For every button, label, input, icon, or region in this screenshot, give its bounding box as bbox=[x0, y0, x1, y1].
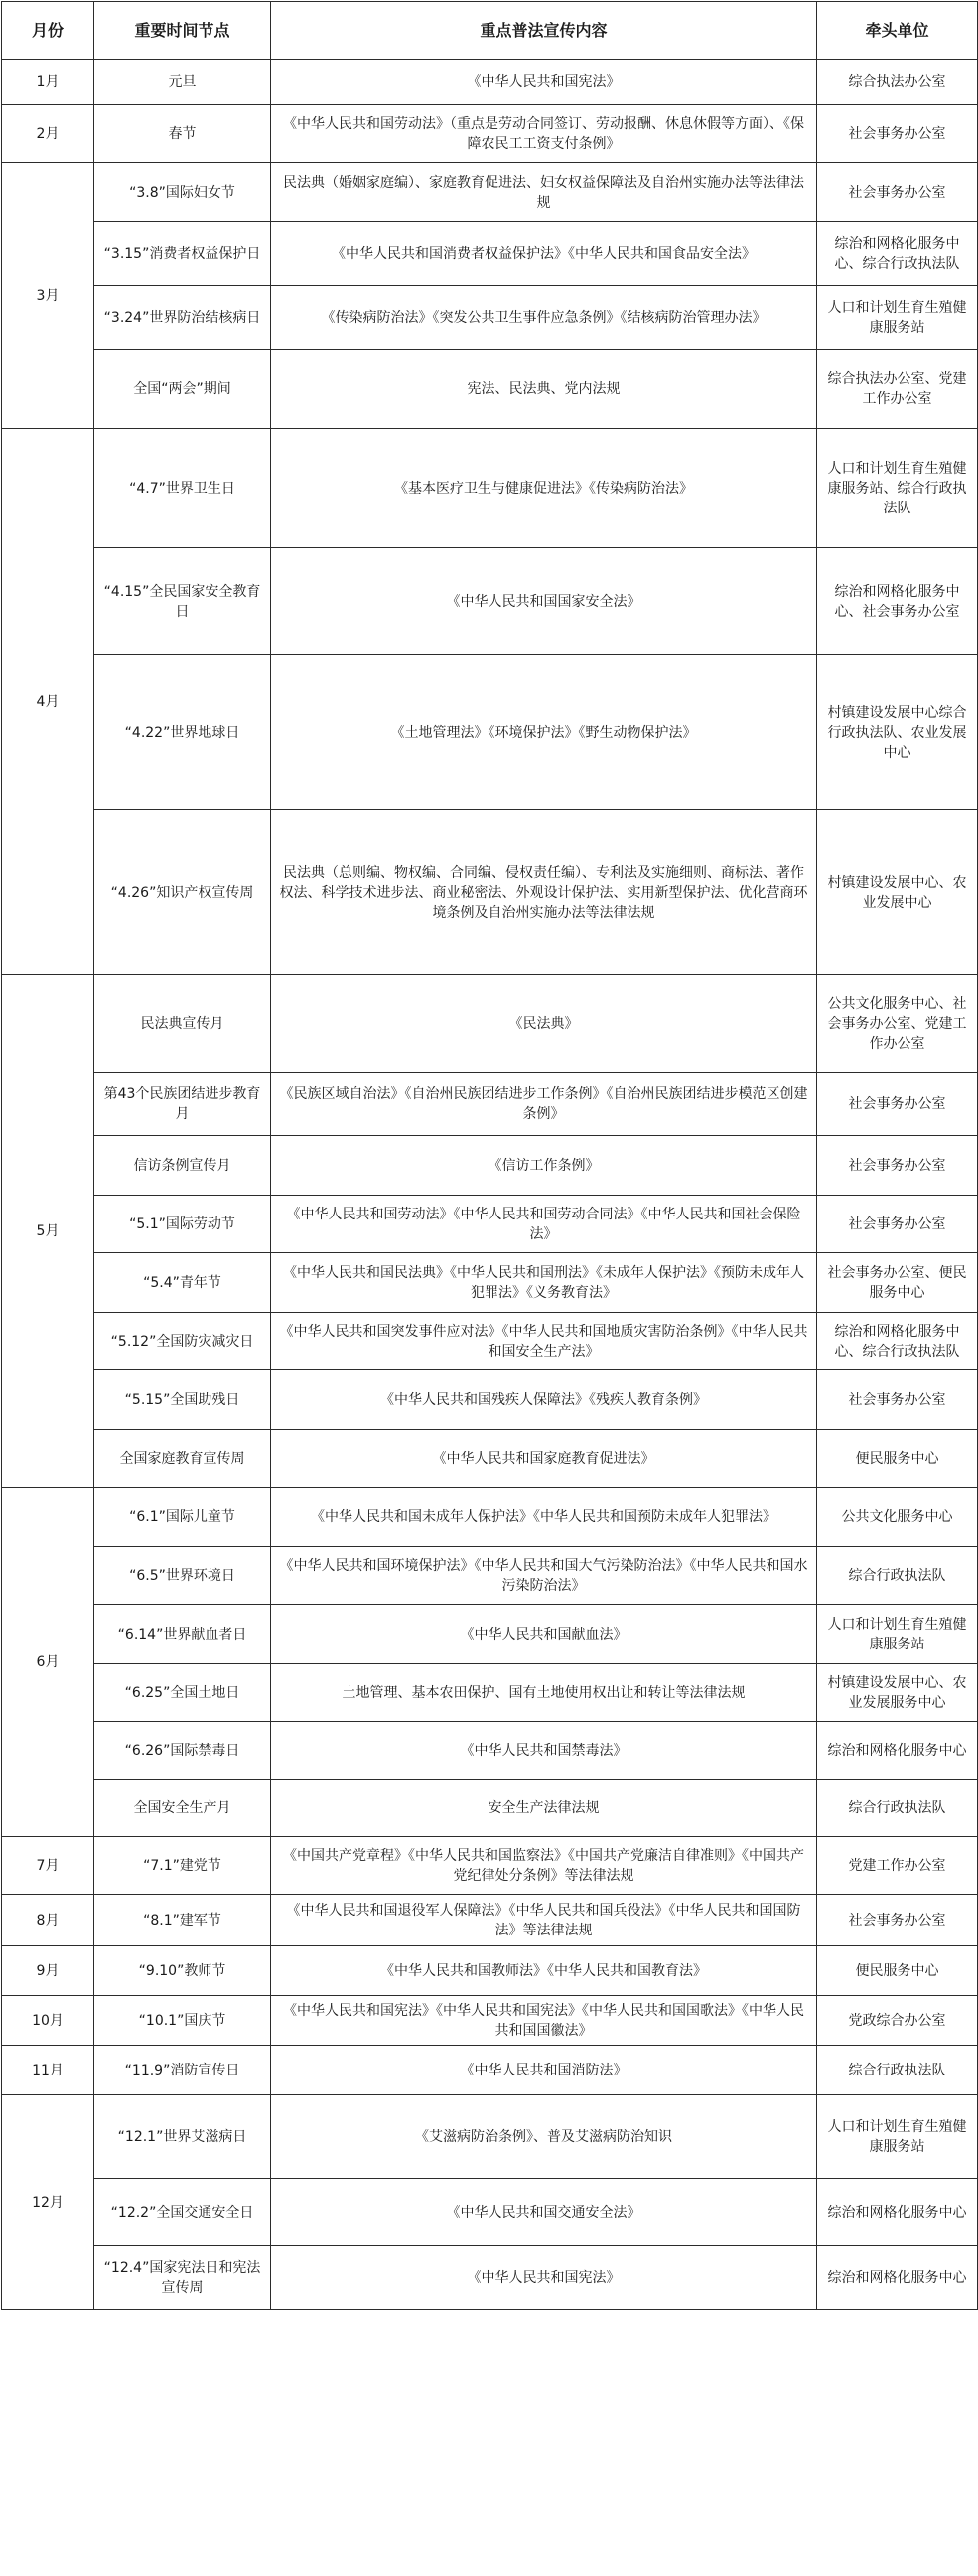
event-cell: “6.1”国际儿童节 bbox=[94, 1488, 271, 1547]
event-cell: “9.10”教师节 bbox=[94, 1946, 271, 1996]
event-cell: “6.5”世界环境日 bbox=[94, 1547, 271, 1605]
content-cell: 《中华人民共和国献血法》 bbox=[271, 1605, 817, 1664]
table-row bbox=[2, 1253, 978, 1313]
unit-cell: 社会事务办公室、便民服务中心 bbox=[817, 1253, 978, 1313]
unit-cell: 社会事务办公室 bbox=[817, 1370, 978, 1430]
table-row bbox=[2, 810, 978, 975]
event-cell: “3.8”国际妇女节 bbox=[94, 163, 271, 222]
unit-cell: 社会事务办公室 bbox=[817, 1895, 978, 1946]
month-cell: 12月 bbox=[2, 2095, 94, 2310]
event-cell: 全国“两会”期间 bbox=[94, 350, 271, 429]
month-cell: 3月 bbox=[2, 163, 94, 429]
event-cell: 民法典宣传月 bbox=[94, 975, 271, 1073]
unit-cell: 社会事务办公室 bbox=[817, 163, 978, 222]
table-row bbox=[2, 1136, 978, 1196]
table-row bbox=[2, 2095, 978, 2179]
unit-cell: 公共文化服务中心、社会事务办公室、党建工作办公室 bbox=[817, 975, 978, 1073]
month-cell: 7月 bbox=[2, 1837, 94, 1895]
unit-cell: 人口和计划生育生殖健康服务站 bbox=[817, 2095, 978, 2179]
unit-cell: 综治和网格化服务中心 bbox=[817, 2179, 978, 2246]
unit-cell: 综治和网格化服务中心 bbox=[817, 1722, 978, 1780]
unit-cell: 综合执法办公室、党建工作办公室 bbox=[817, 350, 978, 429]
header-row bbox=[2, 2, 978, 60]
month-cell: 2月 bbox=[2, 105, 94, 163]
content-cell: 《传染病防治法》《突发公共卫生事件应急条例》《结核病防治管理办法》 bbox=[271, 286, 817, 350]
table-row bbox=[2, 105, 978, 163]
event-cell: “10.1”国庆节 bbox=[94, 1996, 271, 2046]
legal-publicity-schedule-table bbox=[1, 1, 978, 2310]
table-row bbox=[2, 975, 978, 1073]
event-cell: 全国安全生产月 bbox=[94, 1780, 271, 1837]
month-cell: 10月 bbox=[2, 1996, 94, 2046]
table-row bbox=[2, 1196, 978, 1253]
unit-cell: 村镇建设发展中心、农业发展中心 bbox=[817, 810, 978, 975]
header-unit: 牵头单位 bbox=[817, 2, 978, 60]
table-row bbox=[2, 60, 978, 105]
table-row bbox=[2, 1664, 978, 1722]
unit-cell: 综治和网格化服务中心、综合行政执法队 bbox=[817, 222, 978, 286]
content-cell: 《中国共产党章程》《中华人民共和国监察法》《中国共产党廉洁自律准则》《中国共产党纪律处分条例》等法律法规 bbox=[271, 1837, 817, 1895]
content-cell: 《民族区域自治法》《自治州民族团结进步工作条例》《自治州民族团结进步模范区创建条例》 bbox=[271, 1073, 817, 1136]
event-cell: 第43个民族团结进步教育月 bbox=[94, 1073, 271, 1136]
event-cell: “5.4”青年节 bbox=[94, 1253, 271, 1313]
content-cell: 《基本医疗卫生与健康促进法》《传染病防治法》 bbox=[271, 429, 817, 548]
header-content: 重点普法宣传内容 bbox=[271, 2, 817, 60]
unit-cell: 社会事务办公室 bbox=[817, 105, 978, 163]
table-row bbox=[2, 548, 978, 655]
event-cell: 全国家庭教育宣传周 bbox=[94, 1430, 271, 1488]
content-cell: 《中华人民共和国突发事件应对法》《中华人民共和国地质灾害防治条例》《中华人民共和国安全生产法》 bbox=[271, 1313, 817, 1370]
event-cell: “3.24”世界防治结核病日 bbox=[94, 286, 271, 350]
content-cell: 《中华人民共和国家庭教育促进法》 bbox=[271, 1430, 817, 1488]
content-cell: 《中华人民共和国退役军人保障法》《中华人民共和国兵役法》《中华人民共和国国防法》等法律法规 bbox=[271, 1895, 817, 1946]
month-cell: 9月 bbox=[2, 1946, 94, 1996]
unit-cell: 综合执法办公室 bbox=[817, 60, 978, 105]
content-cell: 《中华人民共和国宪法》 bbox=[271, 60, 817, 105]
content-cell: 民法典（婚姻家庭编）、家庭教育促进法、妇女权益保障法及自治州实施办法等法律法规 bbox=[271, 163, 817, 222]
month-cell: 4月 bbox=[2, 429, 94, 975]
table-row bbox=[2, 1547, 978, 1605]
table-row bbox=[2, 1996, 978, 2046]
unit-cell: 党政综合办公室 bbox=[817, 1996, 978, 2046]
unit-cell: 人口和计划生育生殖健康服务站 bbox=[817, 286, 978, 350]
table-row bbox=[2, 655, 978, 810]
content-cell: 《中华人民共和国消费者权益保护法》《中华人民共和国食品安全法》 bbox=[271, 222, 817, 286]
content-cell: 《中华人民共和国教师法》《中华人民共和国教育法》 bbox=[271, 1946, 817, 1996]
event-cell: “4.22”世界地球日 bbox=[94, 655, 271, 810]
content-cell: 《中华人民共和国劳动法》《中华人民共和国劳动合同法》《中华人民共和国社会保险法》 bbox=[271, 1196, 817, 1253]
unit-cell: 社会事务办公室 bbox=[817, 1073, 978, 1136]
unit-cell: 综治和网格化服务中心、社会事务办公室 bbox=[817, 548, 978, 655]
content-cell: 《民法典》 bbox=[271, 975, 817, 1073]
event-cell: “4.15”全民国家安全教育日 bbox=[94, 548, 271, 655]
content-cell: 《中华人民共和国宪法》《中华人民共和国宪法》《中华人民共和国国歌法》《中华人民共和国国徽法》 bbox=[271, 1996, 817, 2046]
table-row bbox=[2, 163, 978, 222]
event-cell: 信访条例宣传月 bbox=[94, 1136, 271, 1196]
unit-cell: 公共文化服务中心 bbox=[817, 1488, 978, 1547]
event-cell: “5.12”全国防灾减灾日 bbox=[94, 1313, 271, 1370]
table-row bbox=[2, 1780, 978, 1837]
content-cell: 《信访工作条例》 bbox=[271, 1136, 817, 1196]
event-cell: “8.1”建军节 bbox=[94, 1895, 271, 1946]
event-cell: “4.7”世界卫生日 bbox=[94, 429, 271, 548]
table-row bbox=[2, 2046, 978, 2095]
event-cell: “6.26”国际禁毒日 bbox=[94, 1722, 271, 1780]
event-cell: “6.25”全国土地日 bbox=[94, 1664, 271, 1722]
content-cell: 宪法、民法典、党内法规 bbox=[271, 350, 817, 429]
table-row bbox=[2, 222, 978, 286]
event-cell: 春节 bbox=[94, 105, 271, 163]
unit-cell: 党建工作办公室 bbox=[817, 1837, 978, 1895]
table-row bbox=[2, 1946, 978, 1996]
unit-cell: 综合行政执法队 bbox=[817, 1780, 978, 1837]
month-cell: 8月 bbox=[2, 1895, 94, 1946]
event-cell: “7.1”建党节 bbox=[94, 1837, 271, 1895]
content-cell: 民法典（总则编、物权编、合同编、侵权责任编）、专利法及实施细则、商标法、著作权法、科学技术进步法、商业秘密法、外观设计保护法、实用新型保护法、优化营商环境条例及自治州实施办法等法律法规 bbox=[271, 810, 817, 975]
header-event: 重要时间节点 bbox=[94, 2, 271, 60]
month-cell: 1月 bbox=[2, 60, 94, 105]
content-cell: 《中华人民共和国禁毒法》 bbox=[271, 1722, 817, 1780]
content-cell: 《中华人民共和国环境保护法》《中华人民共和国大气污染防治法》《中华人民共和国水污染防治法》 bbox=[271, 1547, 817, 1605]
content-cell: 《中华人民共和国消防法》 bbox=[271, 2046, 817, 2095]
event-cell: “3.15”消费者权益保护日 bbox=[94, 222, 271, 286]
event-cell: 元旦 bbox=[94, 60, 271, 105]
schedule-body bbox=[2, 60, 978, 2310]
table-row bbox=[2, 1313, 978, 1370]
content-cell: 《中华人民共和国宪法》 bbox=[271, 2246, 817, 2310]
table-row bbox=[2, 1370, 978, 1430]
header-month: 月份 bbox=[2, 2, 94, 60]
unit-cell: 社会事务办公室 bbox=[817, 1136, 978, 1196]
table-row bbox=[2, 1073, 978, 1136]
unit-cell: 综合行政执法队 bbox=[817, 2046, 978, 2095]
event-cell: “6.14”世界献血者日 bbox=[94, 1605, 271, 1664]
content-cell: 《中华人民共和国国家安全法》 bbox=[271, 548, 817, 655]
event-cell: “12.1”世界艾滋病日 bbox=[94, 2095, 271, 2179]
event-cell: “11.9”消防宣传日 bbox=[94, 2046, 271, 2095]
table-row bbox=[2, 1837, 978, 1895]
table-row bbox=[2, 350, 978, 429]
table-row bbox=[2, 2179, 978, 2246]
table-row bbox=[2, 1722, 978, 1780]
unit-cell: 人口和计划生育生殖健康服务站、综合行政执法队 bbox=[817, 429, 978, 548]
content-cell: 《土地管理法》《环境保护法》《野生动物保护法》 bbox=[271, 655, 817, 810]
table-row bbox=[2, 1895, 978, 1946]
unit-cell: 村镇建设发展中心综合行政执法队、农业发展中心 bbox=[817, 655, 978, 810]
table-row bbox=[2, 429, 978, 548]
month-cell: 5月 bbox=[2, 975, 94, 1488]
content-cell: 《中华人民共和国残疾人保障法》《残疾人教育条例》 bbox=[271, 1370, 817, 1430]
content-cell: 《中华人民共和国民法典》《中华人民共和国刑法》《未成年人保护法》《预防未成年人犯罪法》《义务教育法》 bbox=[271, 1253, 817, 1313]
table-row bbox=[2, 286, 978, 350]
unit-cell: 便民服务中心 bbox=[817, 1430, 978, 1488]
month-cell: 11月 bbox=[2, 2046, 94, 2095]
event-cell: “12.2”全国交通安全日 bbox=[94, 2179, 271, 2246]
content-cell: 《中华人民共和国交通安全法》 bbox=[271, 2179, 817, 2246]
event-cell: “4.26”知识产权宣传周 bbox=[94, 810, 271, 975]
unit-cell: 村镇建设发展中心、农业发展服务中心 bbox=[817, 1664, 978, 1722]
event-cell: “5.15”全国助残日 bbox=[94, 1370, 271, 1430]
unit-cell: 社会事务办公室 bbox=[817, 1196, 978, 1253]
unit-cell: 综治和网格化服务中心 bbox=[817, 2246, 978, 2310]
unit-cell: 综合行政执法队 bbox=[817, 1547, 978, 1605]
table-row bbox=[2, 1430, 978, 1488]
content-cell: 土地管理、基本农田保护、国有土地使用权出让和转让等法律法规 bbox=[271, 1664, 817, 1722]
content-cell: 《中华人民共和国劳动法》（重点是劳动合同签订、劳动报酬、休息休假等方面）、《保障农民工工资支付条例》 bbox=[271, 105, 817, 163]
unit-cell: 便民服务中心 bbox=[817, 1946, 978, 1996]
event-cell: “5.1”国际劳动节 bbox=[94, 1196, 271, 1253]
month-cell: 6月 bbox=[2, 1488, 94, 1837]
content-cell: 安全生产法律法规 bbox=[271, 1780, 817, 1837]
unit-cell: 人口和计划生育生殖健康服务站 bbox=[817, 1605, 978, 1664]
unit-cell: 综治和网格化服务中心、综合行政执法队 bbox=[817, 1313, 978, 1370]
table-row bbox=[2, 1605, 978, 1664]
content-cell: 《中华人民共和国未成年人保护法》《中华人民共和国预防未成年人犯罪法》 bbox=[271, 1488, 817, 1547]
table-row bbox=[2, 1488, 978, 1547]
table-row bbox=[2, 2246, 978, 2310]
content-cell: 《艾滋病防治条例》、普及艾滋病防治知识 bbox=[271, 2095, 817, 2179]
event-cell: “12.4”国家宪法日和宪法宣传周 bbox=[94, 2246, 271, 2310]
